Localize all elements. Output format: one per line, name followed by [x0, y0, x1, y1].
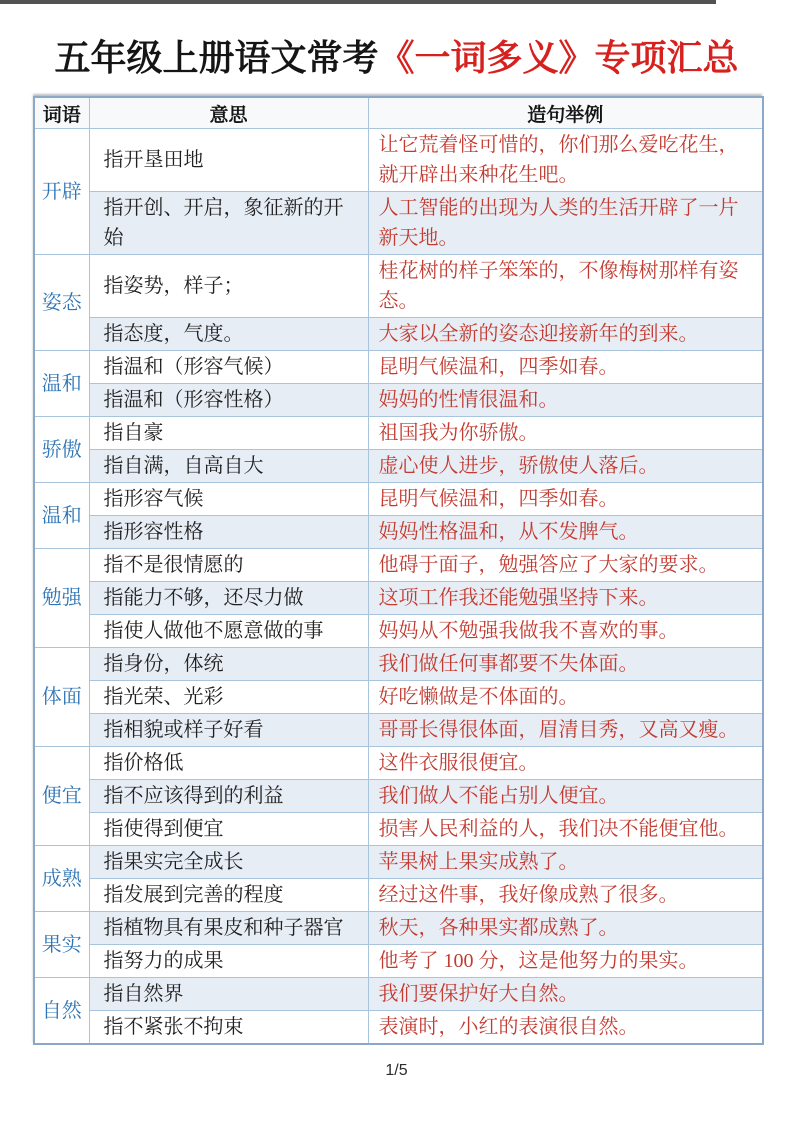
meaning-cell: 指使得到便宜: [89, 813, 368, 846]
example-cell: 妈妈性格温和，从不发脾气。: [368, 516, 763, 549]
word-cell: 开辟: [34, 129, 89, 255]
word-cell: 体面: [34, 648, 89, 747]
table-row: [34, 129, 763, 192]
meaning-cell: 指姿势，样子；: [89, 255, 368, 318]
table-row: [34, 780, 763, 813]
word-cell: 勉强: [34, 549, 89, 648]
word-cell: 自然: [34, 978, 89, 1045]
table-row: [34, 549, 763, 582]
word-cell: 温和: [34, 351, 89, 417]
example-cell: 苹果树上果实成熟了。: [368, 846, 763, 879]
meaning-cell: 指使人做他不愿意做的事: [89, 615, 368, 648]
word-cell: 姿态: [34, 255, 89, 351]
page-number: 1/5: [385, 1062, 408, 1079]
table-row: [34, 912, 763, 945]
meaning-cell: 指温和（形容性格）: [89, 384, 368, 417]
meaning-cell: 指努力的成果: [89, 945, 368, 978]
table-row: [34, 615, 763, 648]
meaning-cell: 指相貌或样子好看: [89, 714, 368, 747]
example-cell: 妈妈的性情很温和。: [368, 384, 763, 417]
table-row: [34, 1011, 763, 1045]
scan-edge-artifact: [0, 0, 716, 4]
table-row: [34, 747, 763, 780]
example-cell: 我们要保护好大自然。: [368, 978, 763, 1011]
meaning-cell: 指不是很情愿的: [89, 549, 368, 582]
example-cell: 他碍于面子，勉强答应了大家的要求。: [368, 549, 763, 582]
meaning-cell: 指自满，自高自大: [89, 450, 368, 483]
example-cell: 昆明气候温和，四季如春。: [368, 351, 763, 384]
example-cell: 大家以全新的姿态迎接新年的到来。: [368, 318, 763, 351]
example-cell: 损害人民利益的人，我们决不能便宜他。: [368, 813, 763, 846]
table-row: [34, 417, 763, 450]
header-word: 词语: [34, 97, 89, 129]
header-example: 造句举例: [368, 97, 763, 129]
table-row: [34, 681, 763, 714]
example-cell: 人工智能的出现为人类的生活开辟了一片新天地。: [368, 192, 763, 255]
meaning-cell: 指自豪: [89, 417, 368, 450]
word-cell: 成熟: [34, 846, 89, 912]
table-row: [34, 318, 763, 351]
meaning-cell: 指果实完全成长: [89, 846, 368, 879]
meaning-cell: 指态度，气度。: [89, 318, 368, 351]
example-cell: 这件衣服很便宜。: [368, 747, 763, 780]
meaning-cell: 指植物具有果皮和种子器官: [89, 912, 368, 945]
table-row: [34, 516, 763, 549]
example-cell: 他考了 100 分，这是他努力的果实。: [368, 945, 763, 978]
example-cell: 妈妈从不勉强我做我不喜欢的事。: [368, 615, 763, 648]
example-cell: 昆明气候温和，四季如春。: [368, 483, 763, 516]
table-row: [34, 483, 763, 516]
example-cell: 秋天，各种果实都成熟了。: [368, 912, 763, 945]
table-row: [34, 978, 763, 1011]
word-cell: 骄傲: [34, 417, 89, 483]
example-cell: 经过这件事，我好像成熟了很多。: [368, 879, 763, 912]
table-row: [34, 450, 763, 483]
table-row: [34, 648, 763, 681]
table-row: [34, 351, 763, 384]
vocabulary-table-container: [33, 96, 762, 1045]
word-cell: 便宜: [34, 747, 89, 846]
page-title-black-part: 五年级上册语文常考: [54, 38, 379, 78]
meaning-cell: 指自然界: [89, 978, 368, 1011]
table-row: [34, 945, 763, 978]
meaning-cell: 指能力不够，还尽力做: [89, 582, 368, 615]
example-cell: 桂花树的样子笨笨的，不像梅树那样有姿态。: [368, 255, 763, 318]
table-row: [34, 846, 763, 879]
table-row: [34, 813, 763, 846]
table-row: [34, 879, 763, 912]
example-cell: 我们做人不能占别人便宜。: [368, 780, 763, 813]
example-cell: 虚心使人进步，骄傲使人落后。: [368, 450, 763, 483]
meaning-cell: 指形容性格: [89, 516, 368, 549]
header-meaning: 意思: [89, 97, 368, 129]
table-row: [34, 582, 763, 615]
vocabulary-table: [33, 96, 764, 1045]
meaning-cell: 指开创、开启，象征新的开始: [89, 192, 368, 255]
table-row: [34, 714, 763, 747]
meaning-cell: 指开垦田地: [89, 129, 368, 192]
meaning-cell: 指价格低: [89, 747, 368, 780]
header-row: [34, 97, 763, 129]
page-title-red-part: 《一词多义》专项汇总: [378, 38, 739, 78]
example-cell: 祖国我为你骄傲。: [368, 417, 763, 450]
meaning-cell: 指温和（形容气候）: [89, 351, 368, 384]
meaning-cell: 指不紧张不拘束: [89, 1011, 368, 1045]
example-cell: 让它荒着怪可惜的，你们那么爱吃花生，就开辟出来种花生吧。: [368, 129, 763, 192]
meaning-cell: 指不应该得到的利益: [89, 780, 368, 813]
example-cell: 哥哥长得很体面，眉清目秀，又高又瘦。: [368, 714, 763, 747]
word-cell: 果实: [34, 912, 89, 978]
meaning-cell: 指身份，体统: [89, 648, 368, 681]
example-cell: 我们做任何事都要不失体面。: [368, 648, 763, 681]
word-cell: 温和: [34, 483, 89, 549]
meaning-cell: 指形容气候: [89, 483, 368, 516]
example-cell: 这项工作我还能勉强坚持下来。: [368, 582, 763, 615]
table-row: [34, 384, 763, 417]
meaning-cell: 指发展到完善的程度: [89, 879, 368, 912]
meaning-cell: 指光荣、光彩: [89, 681, 368, 714]
example-cell: 表演时，小红的表演很自然。: [368, 1011, 763, 1045]
table-row: [34, 255, 763, 318]
page-title: [0, 30, 793, 81]
example-cell: 好吃懒做是不体面的。: [368, 681, 763, 714]
table-row: [34, 192, 763, 255]
